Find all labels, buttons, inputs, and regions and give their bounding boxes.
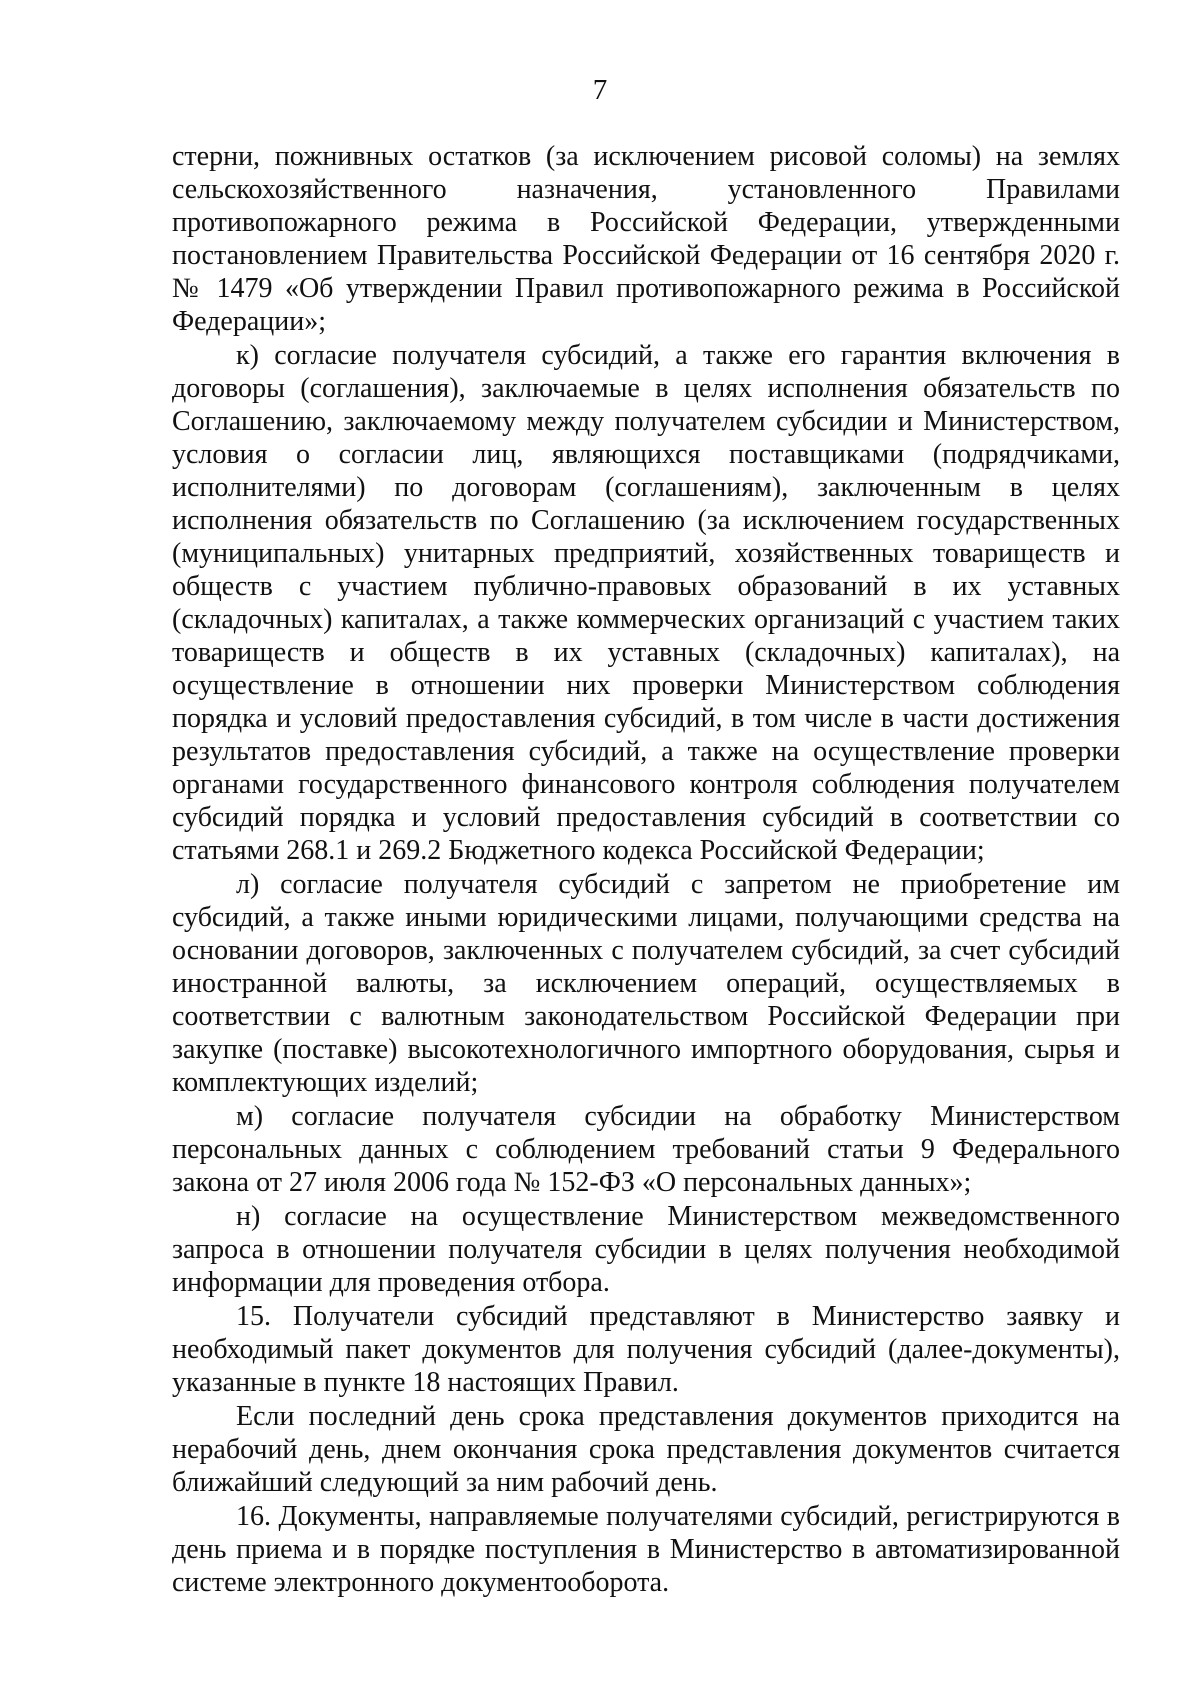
paragraph-item-l: л) согласие получателя субсидий с запретом не приобретение им субсидий, а также иными юридическими лицами, получающими средства на основании договоров, заключенных с получателем субсидий, за счет субсидий иностранной валюты, за исключением операций, осуществляемых в соответствии с валютным законодательством Российской Федерации при закупке (поставке) высокотехнологичного импортного оборудования, сырья и комплектующих изделий;: [172, 869, 1120, 1098]
document-body: [172, 140, 1120, 1600]
paragraph-item-n: н) согласие на осуществление Министерством межведомственного запроса в отношении получателя субсидии в целях получения необходимой информации для проведения отбора.: [172, 1201, 1120, 1298]
page-number: 7: [592, 74, 608, 106]
paragraph-item-m: м) согласие получателя субсидии на обработку Министерством персональных данных с соблюдением требований статьи 9 Федерального закона от 27 июля 2006 года № 152-ФЗ «О персональных данных»;: [172, 1101, 1120, 1198]
paragraph-deadline-rule: Если последний день срока представления документов приходится на нерабочий день, днем окончания срока представления документов считается ближайший следующий за ним рабочий день.: [172, 1401, 1120, 1498]
paragraph-continuation: стерни, пожнивных остатков (за исключением рисовой соломы) на землях сельскохозяйственного назначения, установленного Правилами противопожарного режима в Российской Федерации, утвержденными постановлением Правительства Российской Федерации от 16 сентября 2020 г. № 1479 «Об утверждении Правил противопожарного режима в Российской Федерации»;: [172, 141, 1120, 337]
paragraph-item-k: к) согласие получателя субсидий, а также его гарантия включения в договоры (соглашения), заключаемые в целях исполнения обязательств по Соглашению, заключаемому между получателем субсидии и Министерством, условия о согласии лиц, являющихся поставщиками (подрядчиками, исполнителями) по договорам (соглашениям), заключенным в целях исполнения обязательств по Соглашению (за исключением государственных (муниципальных) унитарных предприятий, хозяйственных товариществ и обществ с участием публично-правовых образований в их уставных (складочных) капиталах, а также коммерческих организаций с участием таких товариществ и обществ в их уставных (складочных) капиталах), на осуществление в отношении них проверки Министерством соблюдения порядка и условий предоставления субсидий, в том числе в части достижения результатов предоставления субсидий, а также на осуществление проверки органами государственного финансового контроля соблюдения получателем субсидий порядка и условий предоставления субсидий в соответствии со статьями 268.1 и 269.2 Бюджетного кодекса Российской Федерации;: [172, 340, 1120, 866]
paragraph-clause-15: 15. Получатели субсидий представляют в Министерство заявку и необходимый пакет документов для получения субсидий (далее-документы), указанные в пункте 18 настоящих Правил.: [172, 1301, 1120, 1398]
paragraph-clause-16: 16. Документы, направляемые получателями субсидий, регистрируются в день приема и в порядке поступления в Министерство в автоматизированной системе электронного документооборота.: [172, 1501, 1120, 1598]
